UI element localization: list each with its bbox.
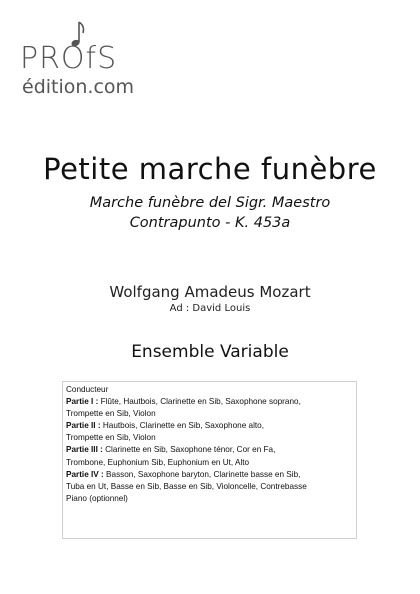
page-title: Petite marche funèbre (43, 152, 377, 186)
part-1-line-2: Trompette en Sib, Violon (66, 409, 156, 419)
instrumentation-box (62, 381, 357, 539)
publisher-logo (20, 18, 170, 98)
part-3-label: Partie III : (66, 445, 103, 455)
part-1-instruments: Flûte, Hautbois, Clarinette en Sib, Saxophone soprano, (98, 397, 301, 407)
part-4-line-2: Tuba en Ut, Basse en Sib, Basse en Sib, Violoncelle, Contrebasse (66, 481, 307, 491)
ensemble-type: Ensemble Variable (131, 342, 289, 362)
composer-name: Wolfgang Amadeus Mozart (109, 283, 311, 301)
part-2-instruments: Hautbois, Clarinette en Sib, Saxophone alto, (100, 421, 264, 431)
subtitle-line-1: Marche funèbre del Sigr. Maestro (89, 195, 331, 211)
part-3-line-1 (66, 444, 353, 456)
piano-line: Piano (optionnel) (66, 493, 128, 503)
part-1-label: Partie I : (66, 397, 99, 407)
part-2-line-2: Trompette en Sib, Violon (66, 433, 156, 443)
part-2-line-1 (66, 420, 353, 432)
part-4-instruments: Basson, Saxophone baryton, Clarinette basse en Sib, (103, 469, 301, 479)
conductor-line: Conducteur (66, 385, 109, 394)
arranger-credit: Ad : David Louis (169, 303, 251, 314)
logo-domain: édition.com (22, 76, 135, 98)
part-4-line-1 (66, 469, 353, 481)
subtitle-line-2: Contrapunto - K. 453a (129, 215, 291, 231)
part-1-line-1 (66, 396, 353, 408)
part-2-label: Partie II : (66, 421, 101, 431)
part-3-instruments: Clarinette en Sib, Saxophone ténor, Cor en Fa, (102, 445, 276, 455)
part-4-label: Partie IV : (66, 469, 104, 479)
part-3-line-2: Trombone, Euphonium Sib, Euphonium en Ut, Alto (66, 457, 250, 467)
logo-brand: PROfS (20, 41, 118, 76)
